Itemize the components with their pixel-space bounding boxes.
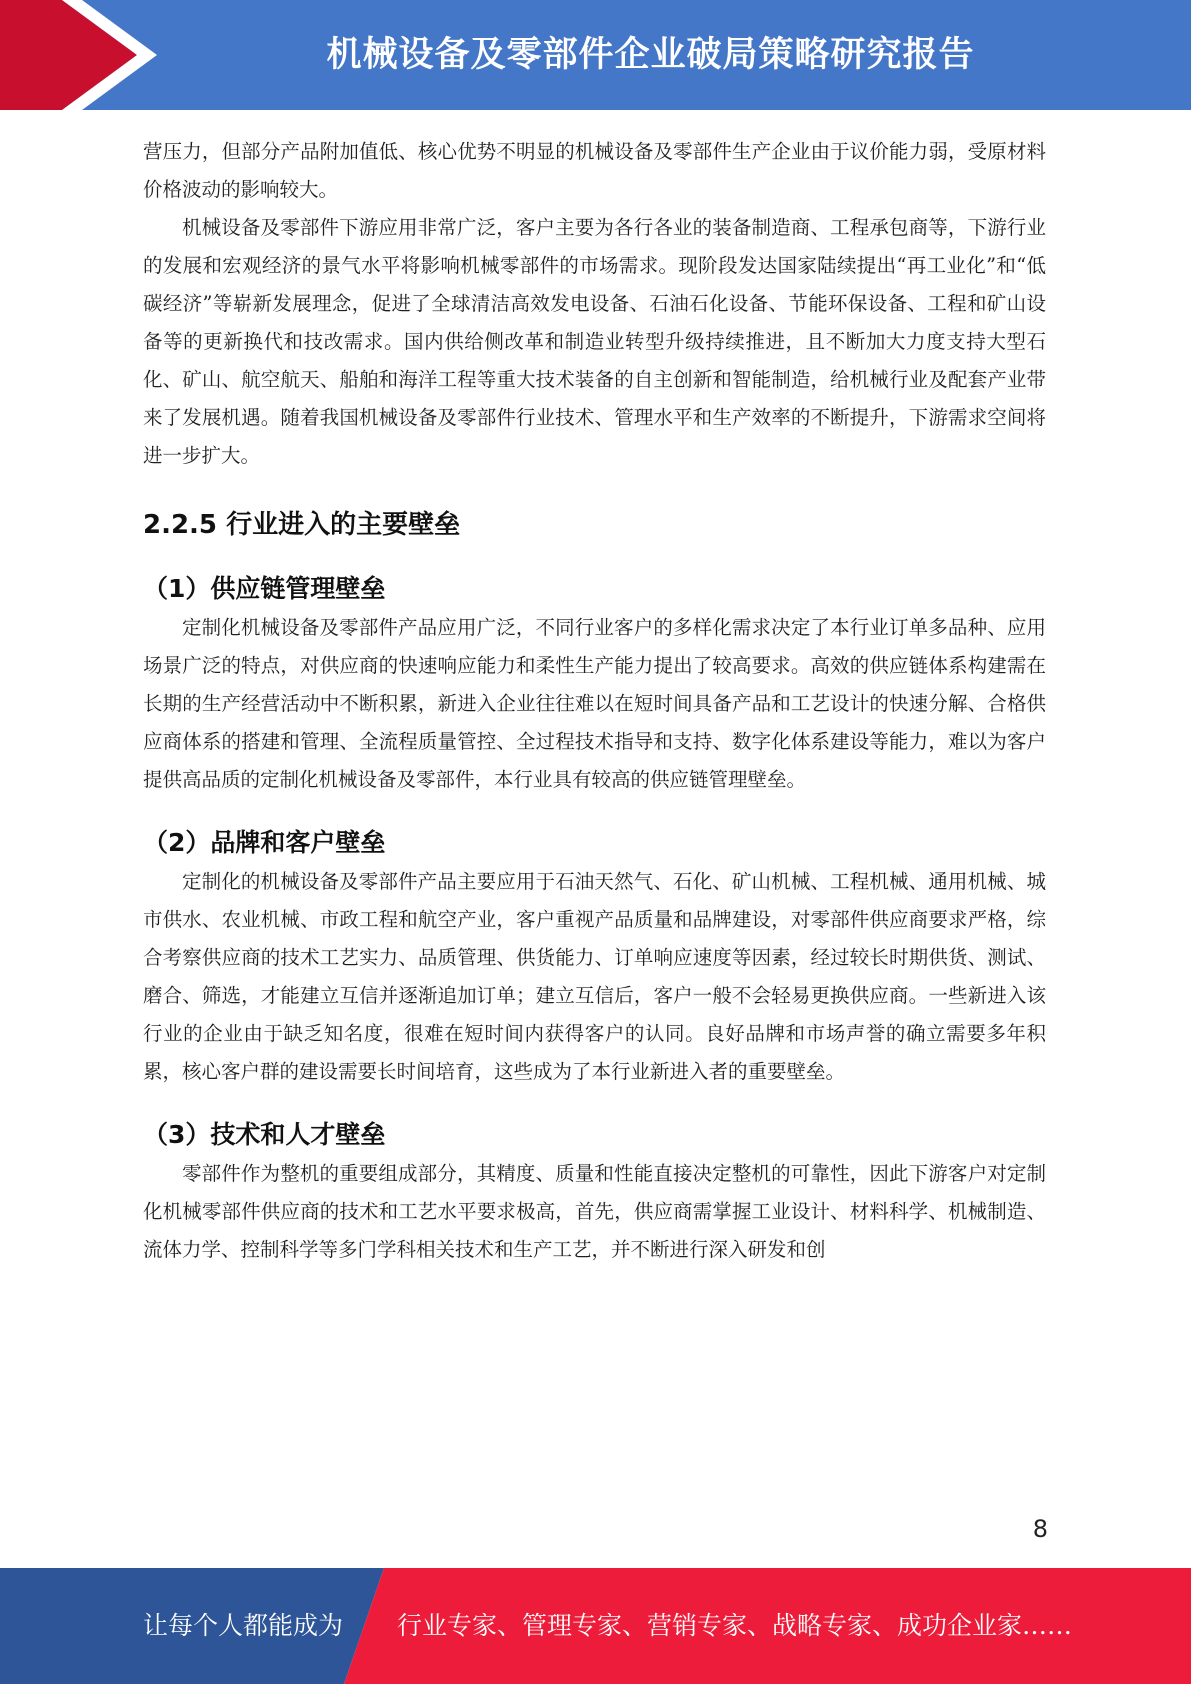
report-title: 机械设备及零部件企业破局策略研究报告 (326, 35, 975, 75)
section-heading: 2.2.5 行业进入的主要壁垒 (143, 510, 461, 540)
paragraph-supply-chain: 定制化机械设备及零部件产品应用广泛，不同行业客户的多样化需求决定了本行业订单多品种、应用场景广泛的特点，对供应商的快速响应能力和柔性生产能力提出了较高要求。高效的供应链体系构建需在长期的生产经营活动中不断积累，新进入企业往往难以在短时间具备产品和工艺设计的快速分解、合格供应商体系的搭建和管理、全流程质量管控、全过程技术指导和支持、数字化体系建设等能力，难以为客户提供高品质的定制化机械设备及零部件，本行业具有较高的供应链管理壁垒。 (143, 616, 1046, 791)
header-arrow-decoration (0, 0, 160, 110)
footer-slogan-left: 让每个人都能成为 (143, 1611, 344, 1640)
paragraph-brand-customer: 定制化的机械设备及零部件产品主要应用于石油天然气、石化、矿山机械、工程机械、通用机械、城市供水、农业机械、市政工程和航空产业，客户重视产品质量和品牌建设，对零部件供应商要求严格，综合考察供应商的技术工艺实力、品质管理、供货能力、订单响应速度等因素，经过较长时期供货、测试、磨合、筛选，才能建立互信并逐渐追加订单；建立互信后，客户一般不会轻易更换供应商。一些新进入该行业的企业由于缺乏知名度，很难在短时间内获得客户的认同。良好品牌和市场声誉的确立需要多年积累，核心客户群的建设需要长时间培育，这些成为了本行业新进入者的重要壁垒。 (143, 870, 1046, 1083)
subheading-brand-customer: （2）品牌和客户壁垒 (143, 828, 386, 857)
paragraph-tech-talent: 零部件作为整机的重要组成部分，其精度、质量和性能直接决定整机的可靠性，因此下游客户对定制化机械零部件供应商的技术和工艺水平要求极高，首先，供应商需掌握工业设计、材料科学、机械制造、流体力学、控制科学等多门学科相关技术和生产工艺，并不断进行深入研发和创 (143, 1162, 1046, 1261)
footer-slogan-right: 行业专家、管理专家、营销专家、战略专家、成功企业家…… (397, 1611, 1073, 1640)
page-number: 8 (1032, 1515, 1048, 1543)
paragraph-downstream-demand: 机械设备及零部件下游应用非常广泛，客户主要为各行各业的装备制造商、工程承包商等，下游行业的发展和宏观经济的景气水平将影响机械零部件的市场需求。现阶段发达国家陆续提出“再工业化”和“低碳经济”等崭新发展理念，促进了全球清洁高效发电设备、石油石化设备、节能环保设备、工程和矿山设备等的更新换代和技改需求。国内供给侧改革和制造业转型升级持续推进，且不断加大力度支持大型石化、矿山、航空航天、船舶和海洋工程等重大技术装备的自主创新和智能制造，给机械行业及配套产业带来了发展机遇。随着我国机械设备及零部件行业技术、管理水平和生产效率的不断提升，下游需求空间将进一步扩大。 (143, 216, 1046, 467)
subheading-tech-talent: （3）技术和人才壁垒 (143, 1120, 386, 1149)
page-footer (0, 1568, 1191, 1684)
subheading-supply-chain: （1）供应链管理壁垒 (143, 574, 386, 603)
page-content (143, 133, 1046, 1269)
page-header (0, 0, 1191, 110)
paragraph-continued: 营压力，但部分产品附加值低、核心优势不明显的机械设备及零部件生产企业由于议价能力弱，受原材料价格波动的影响较大。 (143, 140, 1046, 201)
